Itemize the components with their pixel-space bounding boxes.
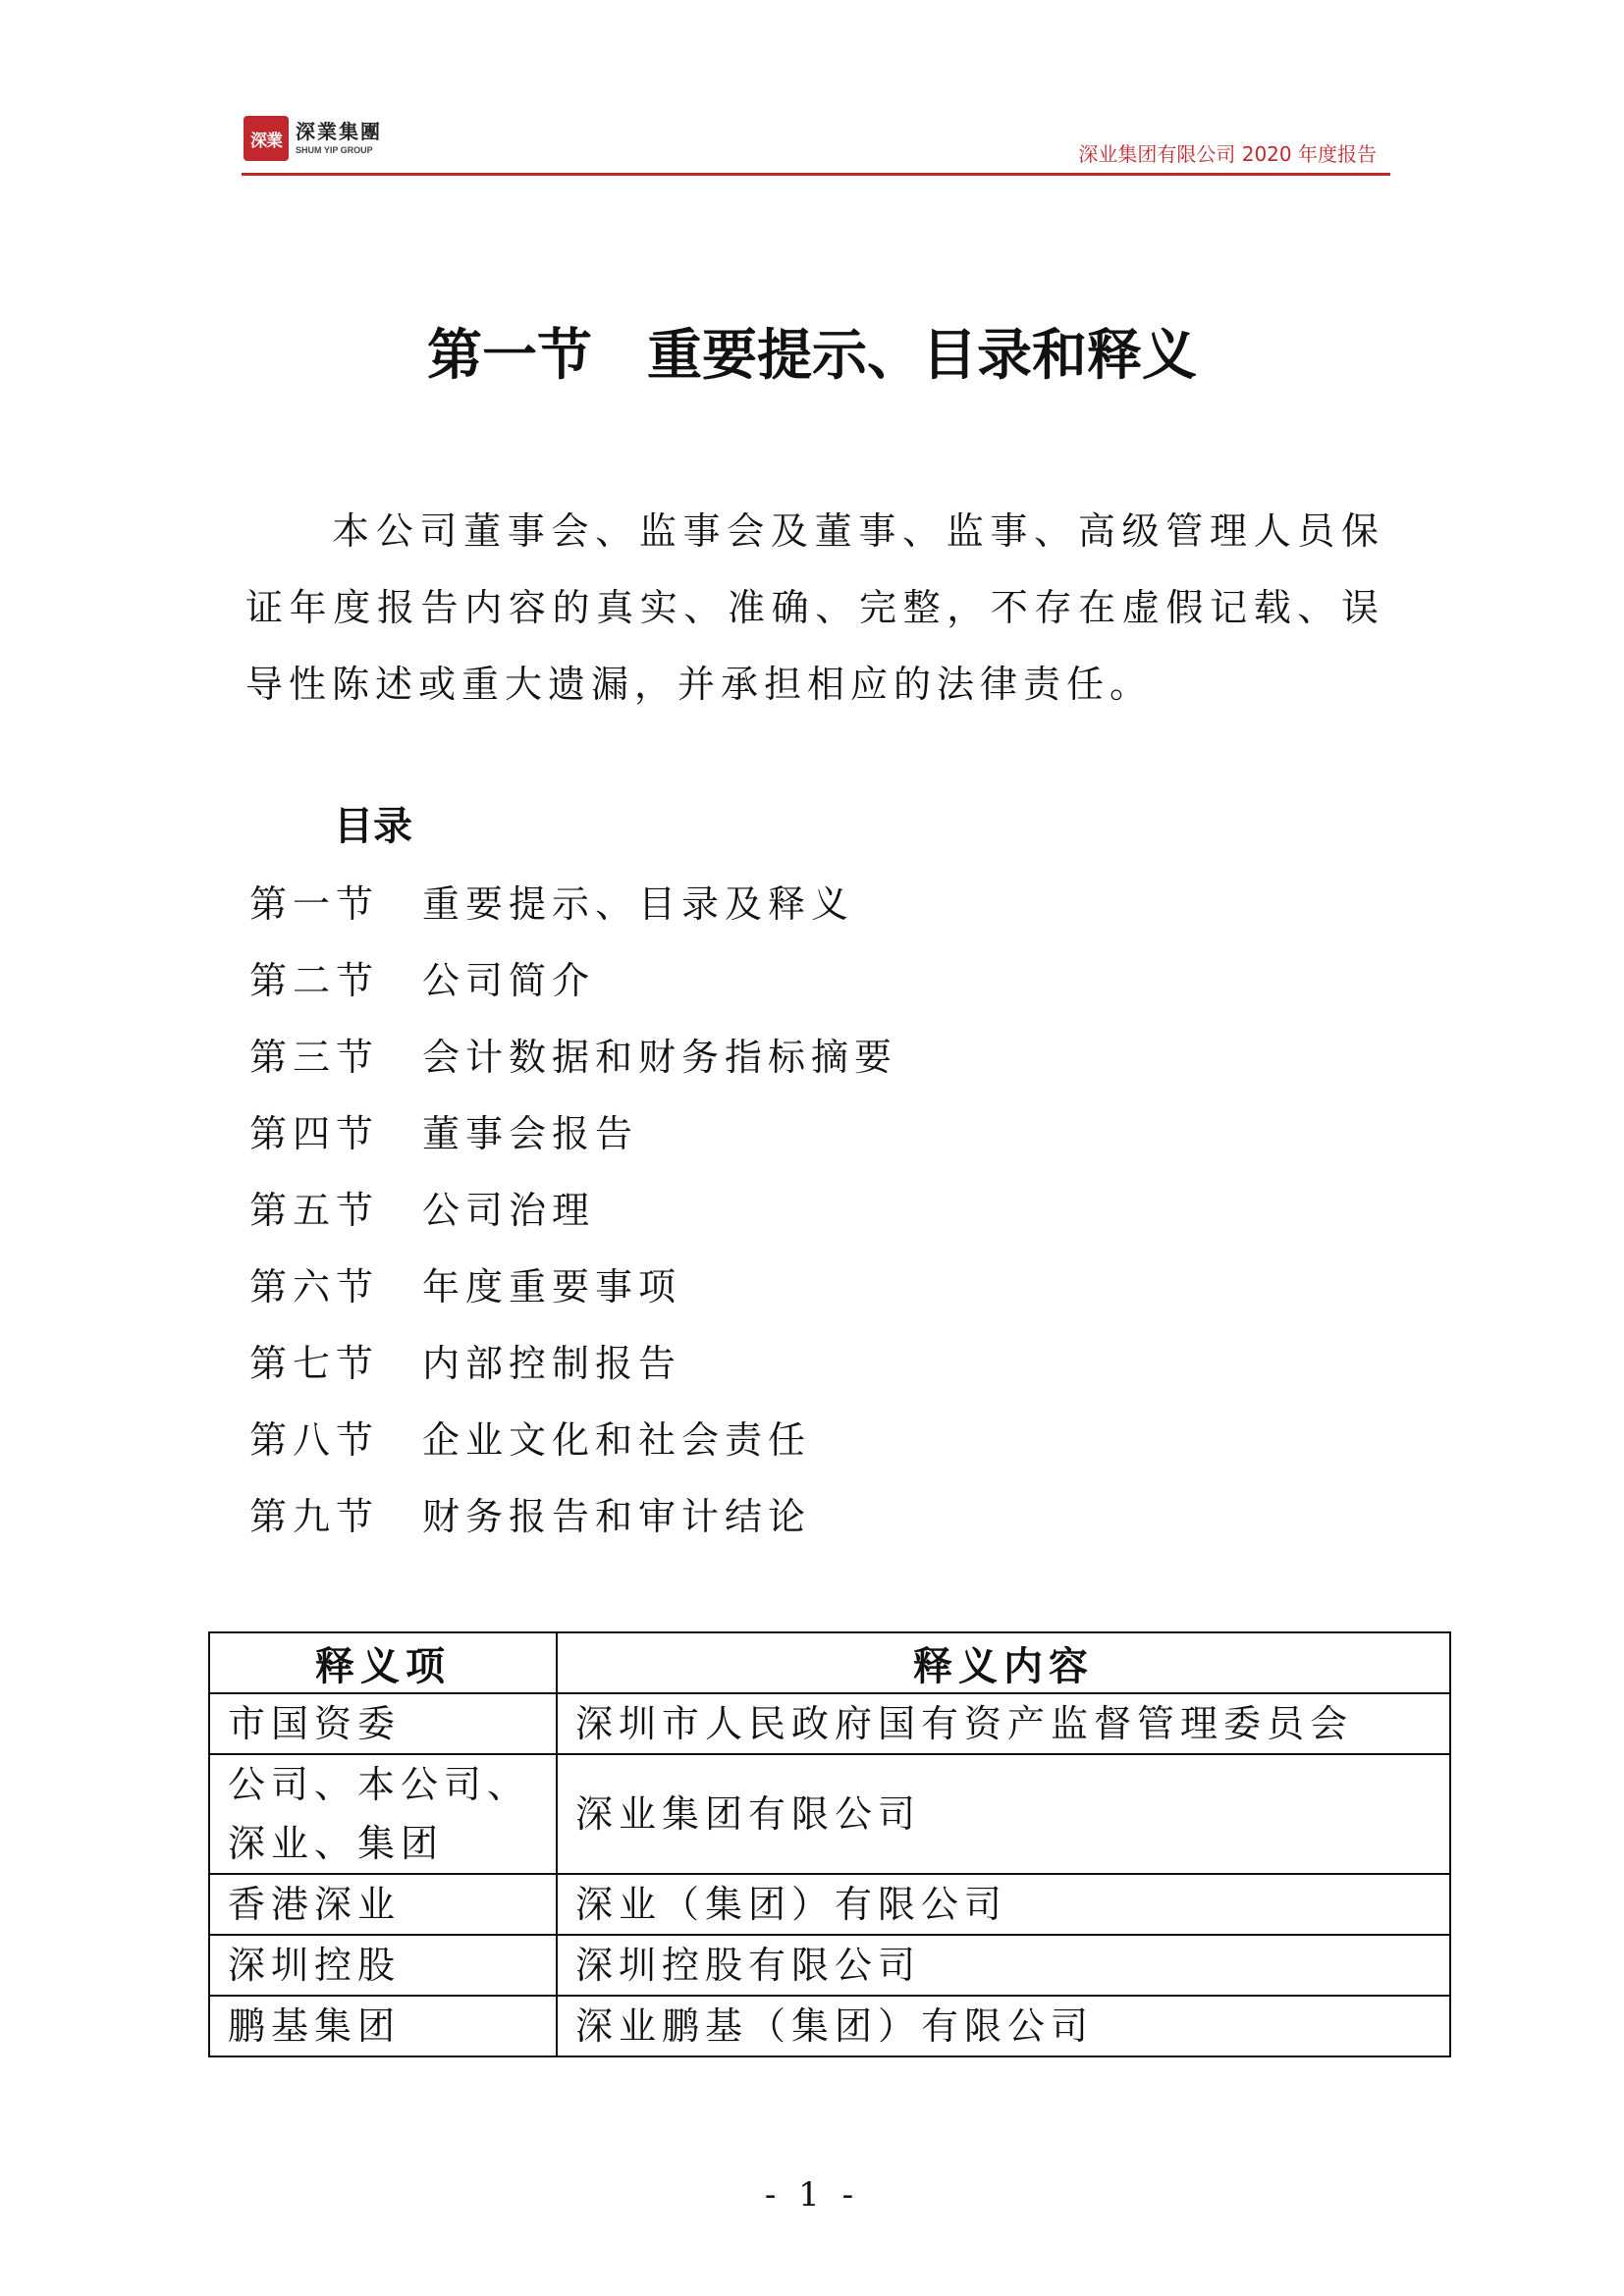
toc-item[interactable]: [249, 1180, 897, 1256]
toc-item-number: 第三节: [249, 1036, 380, 1079]
toc-item-number: 第六节: [249, 1265, 380, 1308]
logo-name-cn: 深業集團: [296, 120, 382, 143]
toc-item-title: 企业文化和社会责任: [422, 1418, 812, 1462]
section-title: 第一节 重要提示、目录和释义: [427, 324, 1197, 388]
glossary-term: 香港深业: [209, 1874, 557, 1935]
page-number: - 1 -: [764, 2175, 860, 2215]
logo-mark: 深業: [244, 116, 289, 161]
toc-item-number: 第五节: [249, 1189, 380, 1232]
toc-heading: 目录: [334, 804, 412, 849]
toc-item[interactable]: [249, 950, 897, 1027]
toc-item[interactable]: [249, 1027, 897, 1103]
glossary-definition: 深业鹏基（集团）有限公司: [557, 1996, 1450, 2056]
toc-item[interactable]: [249, 1486, 897, 1563]
intro-paragraph: 本公司董事会、监事会及董事、监事、高级管理人员保证年度报告内容的真实、准确、完整，不存在虚假记载、误导性陈述或重大遗漏，并承担相应的法律责任。: [245, 509, 1384, 706]
table-row: [209, 1996, 1450, 2056]
glossary-term: 深圳控股: [209, 1935, 557, 1996]
glossary-definition: 深业集团有限公司: [557, 1754, 1450, 1874]
logo-name-en: SHUM YIP GROUP: [296, 145, 373, 155]
toc-item-title: 年度重要事项: [422, 1265, 682, 1308]
toc-item-title: 董事会报告: [422, 1112, 639, 1155]
toc-item[interactable]: [249, 1333, 897, 1410]
table-row: [209, 1693, 1450, 1754]
table-row: [209, 1754, 1450, 1874]
column-header-definition: 释义内容: [557, 1632, 1450, 1693]
toc-item-number: 第四节: [249, 1112, 380, 1155]
glossary-term: 市国资委: [209, 1693, 557, 1754]
toc-item-number: 第一节: [249, 882, 380, 926]
glossary-table: [208, 1631, 1451, 2057]
glossary-definition: 深圳市人民政府国有资产监督管理委员会: [557, 1693, 1450, 1754]
toc-item-title: 公司简介: [422, 959, 596, 1002]
page-header: [242, 110, 1390, 176]
toc-item-number: 第二节: [249, 959, 380, 1002]
toc-item-number: 第七节: [249, 1342, 380, 1385]
toc-item-number: 第八节: [249, 1418, 380, 1462]
table-header-row: [209, 1632, 1450, 1693]
glossary-definition: 深圳控股有限公司: [557, 1935, 1450, 1996]
toc-item-number: 第九节: [249, 1495, 380, 1538]
toc-item-title: 会计数据和财务指标摘要: [422, 1036, 898, 1079]
toc-list: [249, 874, 897, 1563]
toc-item[interactable]: [249, 874, 897, 950]
toc-item[interactable]: [249, 1410, 897, 1486]
toc-item-title: 财务报告和审计结论: [422, 1495, 812, 1538]
toc-item[interactable]: [249, 1256, 897, 1333]
toc-item-title: 内部控制报告: [422, 1342, 682, 1385]
column-header-term: 释义项: [209, 1632, 557, 1693]
toc-item-title: 公司治理: [422, 1189, 596, 1232]
company-logo: [244, 116, 382, 161]
toc-item[interactable]: [249, 1103, 897, 1180]
report-title: 深业集团有限公司 2020 年度报告: [1078, 142, 1377, 166]
glossary-definition: 深业（集团）有限公司: [557, 1874, 1450, 1935]
table-row: [209, 1874, 1450, 1935]
toc-item-title: 重要提示、目录及释义: [422, 882, 855, 926]
glossary-term: 鹏基集团: [209, 1996, 557, 2056]
table-row: [209, 1935, 1450, 1996]
glossary-term: 公司、本公司、深业、集团: [209, 1754, 557, 1874]
